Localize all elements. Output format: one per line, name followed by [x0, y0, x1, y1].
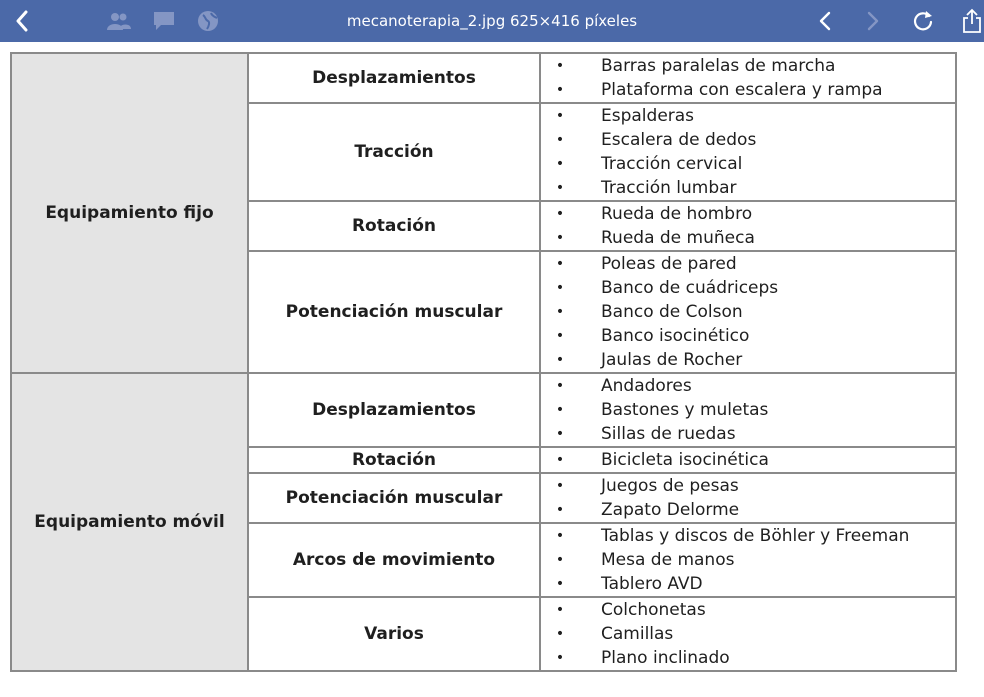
- items-cell: [540, 103, 956, 201]
- bullet-icon: •: [555, 478, 565, 494]
- list-item: [555, 374, 955, 398]
- bullet-icon: •: [555, 528, 565, 544]
- list-item: [555, 54, 955, 78]
- item-text: Escalera de dedos: [601, 130, 757, 150]
- item-list: [555, 104, 955, 200]
- items-cell: [540, 201, 956, 251]
- item-list: [555, 598, 955, 670]
- bullet-icon: •: [555, 576, 565, 592]
- bullet-icon: •: [555, 352, 565, 368]
- item-text: Poleas de pared: [601, 254, 737, 274]
- item-text: Rueda de hombro: [601, 204, 753, 224]
- item-text: Bicicleta isocinética: [601, 450, 769, 470]
- list-item: [555, 252, 955, 276]
- chevron-right-icon: [867, 11, 879, 31]
- item-text: Zapato Delorme: [601, 500, 740, 520]
- bullet-icon: •: [555, 256, 565, 272]
- bullet-icon: •: [555, 206, 565, 222]
- group-cell: Equipamiento fijo: [11, 53, 248, 373]
- list-item: [555, 300, 955, 324]
- item-text: Mesa de manos: [601, 550, 735, 570]
- item-text: Andadores: [601, 376, 692, 396]
- items-cell: [540, 597, 956, 671]
- image-viewer: [0, 42, 984, 697]
- category-cell: Arcos de movimiento: [248, 523, 540, 597]
- bullet-icon: •: [555, 108, 565, 124]
- item-text: Sillas de ruedas: [601, 424, 736, 444]
- item-text: Plano inclinado: [601, 648, 730, 668]
- item-text: Tablas y discos de Böhler y Freeman: [601, 526, 910, 546]
- browser-toolbar: [0, 0, 984, 42]
- list-item: [555, 324, 955, 348]
- list-item: [555, 202, 955, 226]
- item-list: [555, 202, 955, 250]
- items-cell: [540, 251, 956, 373]
- bullet-icon: •: [555, 650, 565, 666]
- list-item: [555, 524, 955, 548]
- chevron-left-icon: [819, 11, 831, 31]
- share-button[interactable]: [960, 0, 984, 42]
- bullet-icon: •: [555, 552, 565, 568]
- table-row: [11, 373, 956, 447]
- list-item: [555, 598, 955, 622]
- item-text: Camillas: [601, 624, 674, 644]
- items-cell: [540, 447, 956, 473]
- category-cell: Varios: [248, 597, 540, 671]
- bullet-icon: •: [555, 378, 565, 394]
- group-cell: Equipamiento móvil: [11, 373, 248, 671]
- bullet-icon: •: [555, 230, 565, 246]
- items-cell: [540, 53, 956, 103]
- list-item: [555, 622, 955, 646]
- item-list: [555, 252, 955, 372]
- category-cell: Desplazamientos: [248, 373, 540, 447]
- list-item: [555, 348, 955, 372]
- list-item: [555, 448, 955, 472]
- item-list: [555, 524, 955, 596]
- list-item: [555, 104, 955, 128]
- item-text: Tracción lumbar: [601, 178, 737, 198]
- category-cell: Rotación: [248, 447, 540, 473]
- list-item: [555, 474, 955, 498]
- item-text: Espalderas: [601, 106, 695, 126]
- item-text: Tablero AVD: [601, 574, 703, 594]
- bullet-icon: •: [555, 280, 565, 296]
- category-cell: Tracción: [248, 103, 540, 201]
- table-row: [11, 53, 956, 103]
- history-forward-button[interactable]: [860, 0, 886, 42]
- list-item: [555, 498, 955, 522]
- bullet-icon: •: [555, 626, 565, 642]
- bullet-icon: •: [555, 304, 565, 320]
- bullet-icon: •: [555, 156, 565, 172]
- list-item: [555, 226, 955, 250]
- item-text: Jaulas de Rocher: [601, 350, 743, 370]
- history-back-button[interactable]: [812, 0, 838, 42]
- reload-icon: [912, 10, 934, 32]
- item-list: [555, 374, 955, 446]
- bullet-icon: •: [555, 426, 565, 442]
- item-text: Rueda de muñeca: [601, 228, 755, 248]
- item-list: [555, 54, 955, 102]
- item-text: Banco isocinético: [601, 326, 750, 346]
- category-cell: Potenciación muscular: [248, 473, 540, 523]
- bullet-icon: •: [555, 402, 565, 418]
- bullet-icon: •: [555, 502, 565, 518]
- list-item: [555, 548, 955, 572]
- list-item: [555, 152, 955, 176]
- item-text: Juegos de pesas: [601, 476, 739, 496]
- category-cell: Potenciación muscular: [248, 251, 540, 373]
- list-item: [555, 422, 955, 446]
- bullet-icon: •: [555, 452, 565, 468]
- bullet-icon: •: [555, 132, 565, 148]
- bullet-icon: •: [555, 180, 565, 196]
- item-text: Banco de cuádriceps: [601, 278, 779, 298]
- list-item: [555, 176, 955, 200]
- item-list: [555, 448, 955, 472]
- list-item: [555, 572, 955, 596]
- list-item: [555, 646, 955, 670]
- share-icon: [962, 8, 982, 34]
- mecanoterapia-table: [10, 52, 957, 672]
- page-title: mecanoterapia_2.jpg 625×416 píxeles: [346, 12, 638, 30]
- list-item: [555, 398, 955, 422]
- item-list: [555, 474, 955, 522]
- item-text: Banco de Colson: [601, 302, 743, 322]
- item-text: Plataforma con escalera y rampa: [601, 80, 883, 100]
- items-cell: [540, 473, 956, 523]
- item-text: Tracción cervical: [601, 154, 743, 174]
- items-cell: [540, 373, 956, 447]
- category-cell: Desplazamientos: [248, 53, 540, 103]
- bullet-icon: •: [555, 58, 565, 74]
- list-item: [555, 276, 955, 300]
- item-text: Bastones y muletas: [601, 400, 769, 420]
- bullet-icon: •: [555, 602, 565, 618]
- reload-button[interactable]: [908, 0, 938, 42]
- item-text: Colchonetas: [601, 600, 706, 620]
- list-item: [555, 128, 955, 152]
- item-text: Barras paralelas de marcha: [601, 56, 836, 76]
- bullet-icon: •: [555, 82, 565, 98]
- items-cell: [540, 523, 956, 597]
- category-cell: Rotación: [248, 201, 540, 251]
- bullet-icon: •: [555, 328, 565, 344]
- list-item: [555, 78, 955, 102]
